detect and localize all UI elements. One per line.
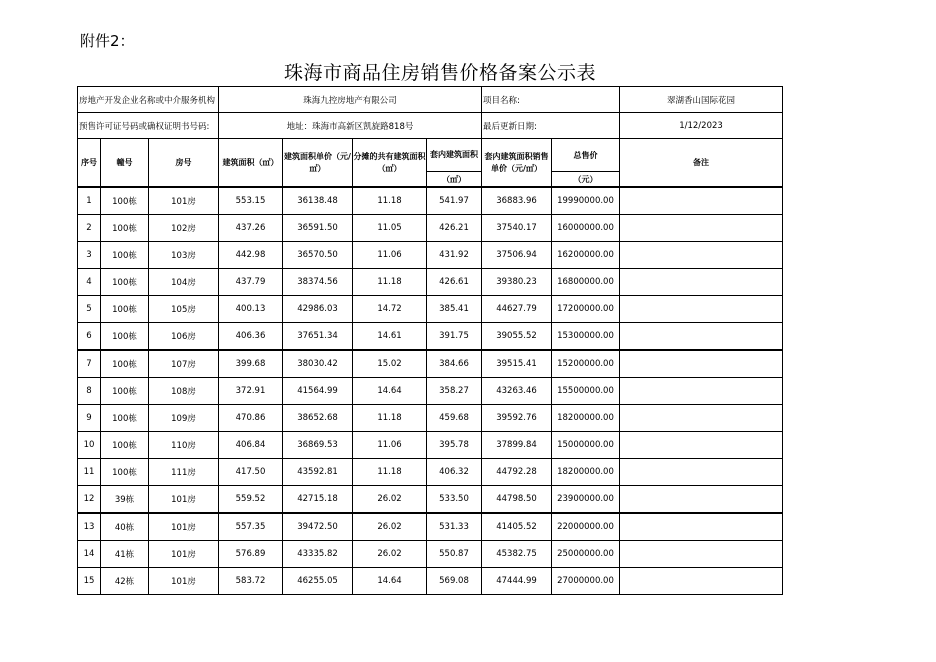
row-seq: 2 — [78, 215, 101, 242]
row-inner-area: 459.68 — [427, 405, 482, 432]
row-inner-price: 45382.75 — [482, 541, 552, 568]
row-unit-price: 36570.50 — [283, 242, 353, 269]
table-row — [78, 296, 783, 323]
row-seq: 1 — [78, 187, 101, 215]
row-area: 553.15 — [219, 187, 283, 215]
row-inner-area: 385.41 — [427, 296, 482, 323]
row-building: 100栋 — [101, 459, 149, 486]
row-unit-price: 36138.48 — [283, 187, 353, 215]
row-total-price: 25000000.00 — [552, 541, 620, 568]
row-remark — [620, 215, 783, 242]
row-room: 102房 — [149, 215, 219, 242]
row-inner-price: 44792.28 — [482, 459, 552, 486]
header-inner-price: 套内建筑面积销售单价（元/㎡） — [482, 139, 552, 188]
row-shared-area: 26.02 — [353, 513, 427, 541]
row-area: 576.89 — [219, 541, 283, 568]
row-seq: 12 — [78, 486, 101, 514]
row-unit-price: 39472.50 — [283, 513, 353, 541]
row-area: 437.26 — [219, 215, 283, 242]
row-inner-price: 39515.41 — [482, 350, 552, 378]
header-area: 建筑面积（㎡） — [219, 139, 283, 188]
row-inner-area: 395.78 — [427, 432, 482, 459]
row-shared-area: 14.64 — [353, 568, 427, 595]
row-total-price: 23900000.00 — [552, 486, 620, 514]
row-building: 100栋 — [101, 350, 149, 378]
row-remark — [620, 296, 783, 323]
row-shared-area: 11.05 — [353, 215, 427, 242]
row-room: 105房 — [149, 296, 219, 323]
table-row — [78, 405, 783, 432]
row-seq: 10 — [78, 432, 101, 459]
table-row — [78, 242, 783, 269]
row-area: 406.36 — [219, 323, 283, 351]
row-seq: 6 — [78, 323, 101, 351]
row-shared-area: 26.02 — [353, 486, 427, 514]
row-room: 111房 — [149, 459, 219, 486]
price-filing-table — [77, 86, 783, 595]
row-inner-price: 44627.79 — [482, 296, 552, 323]
table-row — [78, 378, 783, 405]
row-remark — [620, 242, 783, 269]
row-unit-price: 38652.68 — [283, 405, 353, 432]
row-inner-price: 43263.46 — [482, 378, 552, 405]
row-seq: 5 — [78, 296, 101, 323]
row-unit-price: 36591.50 — [283, 215, 353, 242]
row-unit-price: 43335.82 — [283, 541, 353, 568]
row-area: 557.35 — [219, 513, 283, 541]
header-total-price: 总售价 — [552, 139, 620, 172]
row-room: 101房 — [149, 568, 219, 595]
row-room: 106房 — [149, 323, 219, 351]
row-building: 100栋 — [101, 215, 149, 242]
row-shared-area: 11.18 — [353, 459, 427, 486]
row-room: 110房 — [149, 432, 219, 459]
row-total-price: 16200000.00 — [552, 242, 620, 269]
row-total-price: 27000000.00 — [552, 568, 620, 595]
row-total-price: 15200000.00 — [552, 350, 620, 378]
row-area: 400.13 — [219, 296, 283, 323]
row-remark — [620, 350, 783, 378]
row-inner-price: 41405.52 — [482, 513, 552, 541]
table-row — [78, 432, 783, 459]
row-area: 372.91 — [219, 378, 283, 405]
developer-value: 珠海九控房地产有限公司 — [219, 87, 482, 113]
project-label: 项目名称: — [482, 87, 620, 113]
project-value: 翠湖香山国际花园 — [620, 87, 783, 113]
row-total-price: 18200000.00 — [552, 459, 620, 486]
row-area: 417.50 — [219, 459, 283, 486]
row-area: 442.98 — [219, 242, 283, 269]
row-area: 437.79 — [219, 269, 283, 296]
row-building: 42栋 — [101, 568, 149, 595]
row-seq: 4 — [78, 269, 101, 296]
table-row — [78, 486, 783, 514]
row-inner-area: 391.75 — [427, 323, 482, 351]
table-row — [78, 187, 783, 215]
table-row — [78, 513, 783, 541]
row-room: 104房 — [149, 269, 219, 296]
table-row — [78, 269, 783, 296]
table-row — [78, 459, 783, 486]
row-seq: 8 — [78, 378, 101, 405]
row-inner-price: 37506.94 — [482, 242, 552, 269]
row-inner-area: 358.27 — [427, 378, 482, 405]
row-remark — [620, 568, 783, 595]
row-building: 100栋 — [101, 187, 149, 215]
row-seq: 9 — [78, 405, 101, 432]
row-remark — [620, 541, 783, 568]
header-inner-area: 套内建筑面积 — [427, 139, 482, 172]
row-total-price: 15000000.00 — [552, 432, 620, 459]
header-remark: 备注 — [620, 139, 783, 188]
row-seq: 15 — [78, 568, 101, 595]
header-unit-price: 建筑面积单价（元/㎡） — [283, 139, 353, 188]
row-room: 101房 — [149, 187, 219, 215]
row-total-price: 19990000.00 — [552, 187, 620, 215]
permit-label: 预售许可证号码或确权证明书号码: — [78, 113, 219, 139]
row-seq: 11 — [78, 459, 101, 486]
row-area: 470.86 — [219, 405, 283, 432]
row-inner-area: 431.92 — [427, 242, 482, 269]
row-inner-area: 384.66 — [427, 350, 482, 378]
row-unit-price: 43592.81 — [283, 459, 353, 486]
row-remark — [620, 432, 783, 459]
header-room: 房号 — [149, 139, 219, 188]
row-building: 100栋 — [101, 378, 149, 405]
row-seq: 13 — [78, 513, 101, 541]
row-remark — [620, 486, 783, 514]
table-row — [78, 568, 783, 595]
updated-label: 最后更新日期: — [482, 113, 620, 139]
row-remark — [620, 269, 783, 296]
row-inner-price: 44798.50 — [482, 486, 552, 514]
page-title: 珠海市商品住房销售价格备案公示表 — [283, 62, 596, 84]
row-shared-area: 11.06 — [353, 432, 427, 459]
row-unit-price: 41564.99 — [283, 378, 353, 405]
row-room: 103房 — [149, 242, 219, 269]
row-room: 101房 — [149, 486, 219, 514]
row-inner-area: 569.08 — [427, 568, 482, 595]
row-unit-price: 37651.34 — [283, 323, 353, 351]
row-total-price: 16800000.00 — [552, 269, 620, 296]
row-remark — [620, 405, 783, 432]
row-total-price: 16000000.00 — [552, 215, 620, 242]
row-building: 100栋 — [101, 405, 149, 432]
row-inner-area: 426.21 — [427, 215, 482, 242]
row-inner-price: 47444.99 — [482, 568, 552, 595]
header-shared-area: 分摊的共有建筑面积（㎡） — [353, 139, 427, 188]
row-unit-price: 46255.05 — [283, 568, 353, 595]
row-shared-area: 26.02 — [353, 541, 427, 568]
row-unit-price: 42986.03 — [283, 296, 353, 323]
row-building: 41栋 — [101, 541, 149, 568]
table-row — [78, 323, 783, 351]
row-inner-price: 39592.76 — [482, 405, 552, 432]
row-room: 108房 — [149, 378, 219, 405]
row-area: 399.68 — [219, 350, 283, 378]
row-inner-area: 541.97 — [427, 187, 482, 215]
row-inner-price: 39380.23 — [482, 269, 552, 296]
row-inner-area: 533.50 — [427, 486, 482, 514]
row-building: 100栋 — [101, 432, 149, 459]
developer-label: 房地产开发企业名称或中介服务机构 — [78, 87, 219, 113]
row-seq: 14 — [78, 541, 101, 568]
row-room: 109房 — [149, 405, 219, 432]
row-seq: 7 — [78, 350, 101, 378]
row-inner-area: 426.61 — [427, 269, 482, 296]
row-unit-price: 36869.53 — [283, 432, 353, 459]
row-remark — [620, 187, 783, 215]
row-shared-area: 11.18 — [353, 405, 427, 432]
row-unit-price: 42715.18 — [283, 486, 353, 514]
row-shared-area: 11.06 — [353, 242, 427, 269]
header-inner-area-unit: （㎡） — [427, 172, 482, 188]
row-area: 406.84 — [219, 432, 283, 459]
row-room: 101房 — [149, 513, 219, 541]
row-area: 559.52 — [219, 486, 283, 514]
row-remark — [620, 459, 783, 486]
row-total-price: 15300000.00 — [552, 323, 620, 351]
row-total-price: 15500000.00 — [552, 378, 620, 405]
row-building: 100栋 — [101, 323, 149, 351]
row-room: 101房 — [149, 541, 219, 568]
row-inner-price: 36883.96 — [482, 187, 552, 215]
row-inner-price: 37899.84 — [482, 432, 552, 459]
row-building: 100栋 — [101, 296, 149, 323]
header-total-price-unit: （元） — [552, 172, 620, 188]
row-total-price: 18200000.00 — [552, 405, 620, 432]
row-building: 39栋 — [101, 486, 149, 514]
row-building: 100栋 — [101, 242, 149, 269]
row-shared-area: 11.18 — [353, 269, 427, 296]
row-inner-area: 531.33 — [427, 513, 482, 541]
row-shared-area: 14.72 — [353, 296, 427, 323]
header-building: 幢号 — [101, 139, 149, 188]
row-area: 583.72 — [219, 568, 283, 595]
row-remark — [620, 513, 783, 541]
row-room: 107房 — [149, 350, 219, 378]
row-shared-area: 11.18 — [353, 187, 427, 215]
table-row — [78, 541, 783, 568]
row-shared-area: 14.61 — [353, 323, 427, 351]
row-total-price: 17200000.00 — [552, 296, 620, 323]
row-inner-area: 550.87 — [427, 541, 482, 568]
row-unit-price: 38374.56 — [283, 269, 353, 296]
row-unit-price: 38030.42 — [283, 350, 353, 378]
row-inner-price: 39055.52 — [482, 323, 552, 351]
row-total-price: 22000000.00 — [552, 513, 620, 541]
row-inner-area: 406.32 — [427, 459, 482, 486]
row-remark — [620, 378, 783, 405]
info-section — [78, 87, 783, 188]
row-building: 100栋 — [101, 269, 149, 296]
attachment-label: 附件2： — [80, 32, 135, 50]
header-seq: 序号 — [78, 139, 101, 188]
data-rows — [78, 187, 783, 595]
table-row — [78, 215, 783, 242]
row-building: 40栋 — [101, 513, 149, 541]
row-inner-price: 37540.17 — [482, 215, 552, 242]
row-seq: 3 — [78, 242, 101, 269]
table-row — [78, 350, 783, 378]
address-value: 地址：珠海市高新区凯旋路818号 — [219, 113, 482, 139]
row-remark — [620, 323, 783, 351]
updated-value: 1/12/2023 — [620, 113, 783, 139]
row-shared-area: 14.64 — [353, 378, 427, 405]
row-shared-area: 15.02 — [353, 350, 427, 378]
